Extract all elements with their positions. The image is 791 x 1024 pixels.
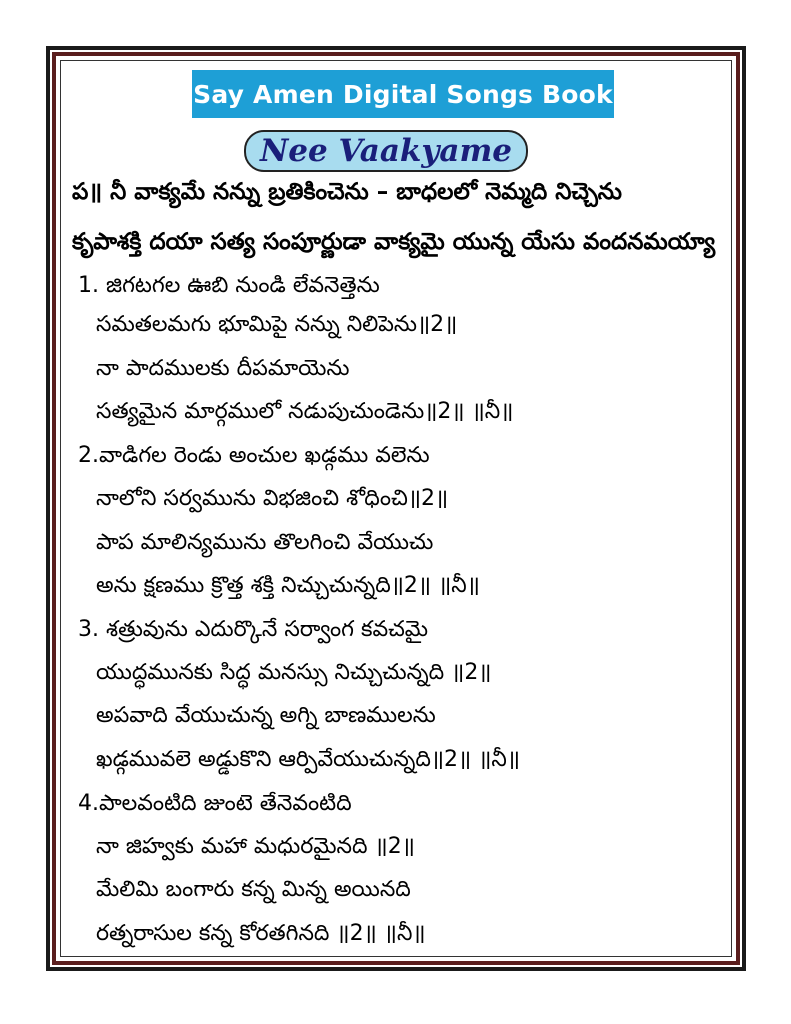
verse-2-line-4: అను క్షణము క్రొత్త శక్తి నిచ్చుచున్నది॥2॥ ॥నీ॥ [96,573,480,598]
verse-2-line-2: నాలోని సర్వమును విభజించి శోధించి॥2॥ [96,486,449,511]
verse-1-line-3: నా పాదములకు దీపమాయెను [96,356,350,381]
verse-4-line-3: మేలిమి బంగారు కన్న మిన్న అయినది [96,877,411,902]
chorus-line-1: ప॥ నీ వాక్యమే నన్ను బ్రతికించెను – బాధలలో నెమ్మది నిచ్చెను [72,179,622,205]
verse-1-line-4: సత్యమైన మార్గములో నడుపుచుండెను॥2॥ ॥నీ॥ [96,399,514,424]
song-title: Nee Vaakyame [244,130,528,172]
verse-3-line-4: ఖడ్గమువలె అడ్డుకొని ఆర్పివేయుచున్నది॥2॥ ॥నీ॥ [96,747,521,772]
verse-4-line-1: 4.పాలవంటిది జుంటె తేనెవంటిది [78,791,352,816]
verse-2-line-1: 2.వాడిగల రెండు అంచుల ఖడ్గము వలెను [78,443,430,468]
verse-3-line-1: 3. శత్రువును ఎదుర్కొనే సర్వాంగ కవచమై [78,617,429,642]
chorus-line-2: కృపాశక్తి దయా సత్య సంపూర్ణుడా వాక్యమై యున్న యేసు వందనమయ్యా [72,229,716,255]
verse-2-line-3: పాప మాలిన్యమును తొలగించి వేయుచు [96,530,434,555]
verse-4-line-4: రత్నరాసుల కన్న కోరతగినది ॥2॥ ॥నీ॥ [96,921,426,946]
book-title-banner: Say Amen Digital Songs Book [192,70,614,118]
verse-3-line-2: యుద్ధమునకు సిద్ధ మనస్సు నిచ్చుచున్నది ॥2॥ [96,660,492,685]
verse-4-line-2: నా జిహ్వకు మహా మధురమైనది ॥2॥ [96,834,415,859]
verse-3-line-3: అపవాది వేయుచున్న అగ్ని బాణములను [96,703,436,728]
verse-1-line-1: 1. జిగటగల ఊబి నుండి లేవనెత్తెను [78,273,380,298]
verse-1-line-2: సమతలమగు భూమిపై నన్ను నిలిపెను॥2॥ [96,312,458,337]
